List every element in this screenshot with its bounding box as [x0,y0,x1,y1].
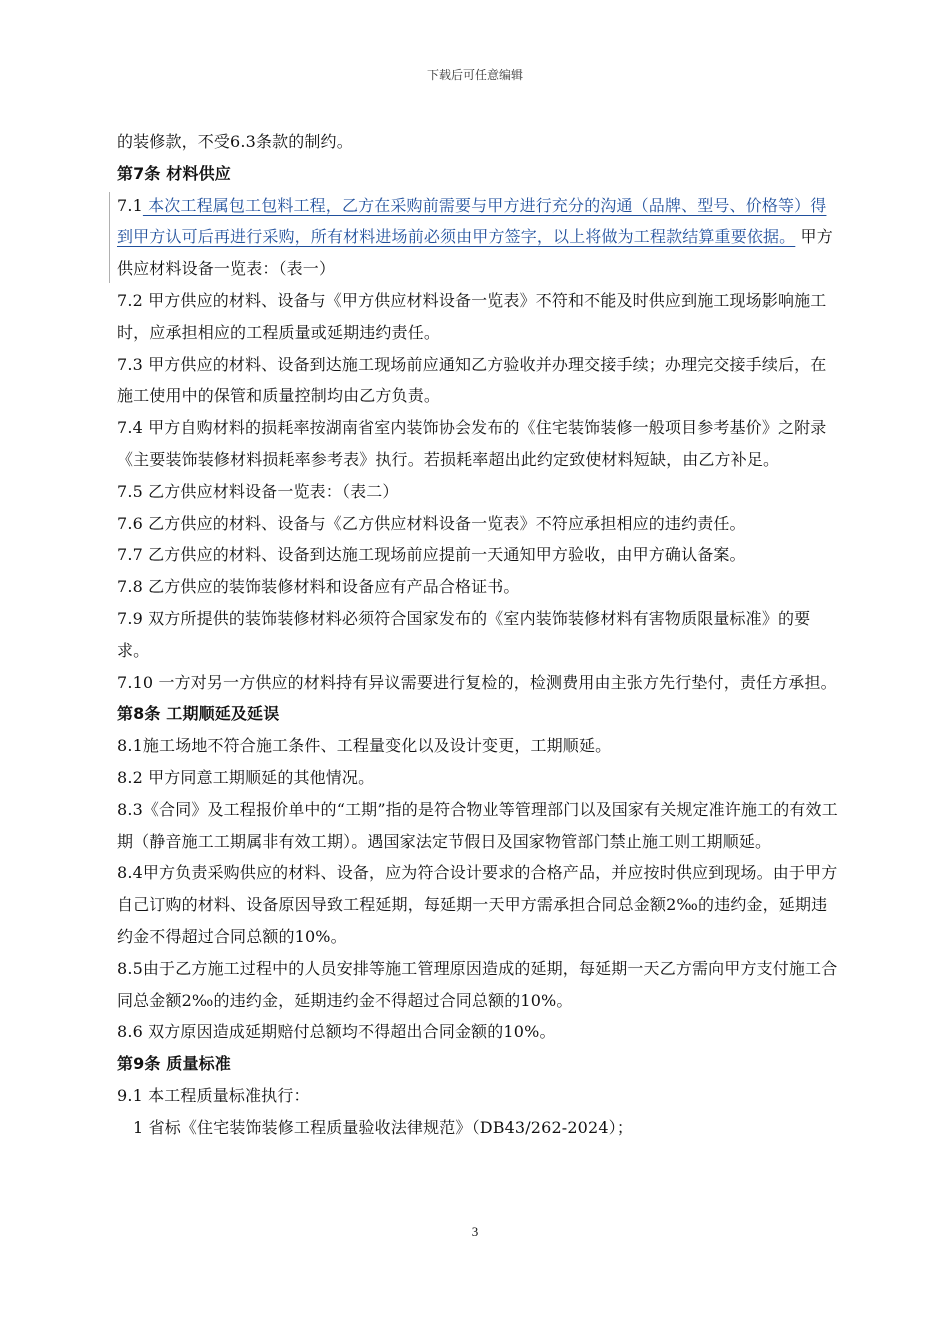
clause-7-1-rest: 甲方供应材料设备一览表：（表一） [117,227,833,279]
clause-7-5: 7.5 乙方供应材料设备一览表：（表二） [117,481,399,501]
clause-7-8: 7.8 乙方供应的装饰装修材料和设备应有产品合格证书。 [117,577,520,597]
clause-7-3: 7.3 甲方供应的材料、设备到达施工现场前应通知乙方验收并办理交接手续；办理完交接手续后，在施工使用中的保管和质量控制均由乙方负责。 [117,354,827,406]
clause-8-2: 8.2 甲方同意工期顺延的其他情况。 [117,767,375,787]
clause-8-6: 8.6 双方原因造成延期赔付总额均不得超出合同金额的10%。 [117,1022,556,1042]
clause-9-1-item-1: 1 省标《住宅装饰装修工程质量验收法律规范》（DB43/262-2024）； [133,1117,633,1137]
section-heading-8: 第8条 工期顺延及延误 [117,704,280,724]
clause-7-7: 7.7 乙方供应的材料、设备到达施工现场前应提前一天通知甲方验收，由甲方确认备案。 [117,545,746,565]
clause-7-1-number: 7.1 [117,195,143,215]
clause-8-3: 8.3《合同》及工程报价单中的“工期”指的是符合物业等管理部门以及国家有关规定准许施工的有效工期（静音施工工期属非有效工期）。遇国家法定节假日及国家物管部门禁止施工则工期顺延。 [117,799,838,851]
clause-7-1 [117,190,839,285]
page-number: 3 [471,1224,479,1239]
section-heading-7: 第7条 材料供应 [117,163,231,183]
clause-7-9: 7.9 双方所提供的装饰装修材料必须符合国家发布的《室内装饰装修材料有害物质限量标准》的要求。 [117,608,811,660]
clause-7-6: 7.6 乙方供应的材料、设备与《乙方供应材料设备一览表》不符应承担相应的违约责任。 [117,513,746,533]
page-header: 下载后可任意编辑 [426,68,523,82]
paragraph-6-3-tail: 的装修款，不受6.3条款的制约。 [117,132,353,151]
clause-7-1-link[interactable]: 本次工程属包工包料工程，乙方在采购前需要与甲方进行充分的沟通（品牌、型号、价格等）得到甲方认可后再进行采购，所有材料进场前必须由甲方签字，以上将做为工程款结算重要依据。 [117,195,827,247]
document-body [117,126,839,1144]
clause-7-2: 7.2 甲方供应的材料、设备与《甲方供应材料设备一览表》不符和不能及时供应到施工现场影响施工时，应承担相应的工程质量或延期违约责任。 [117,290,827,342]
clause-8-4: 8.4甲方负责采购供应的材料、设备，应为符合设计要求的合格产品，并应按时供应到现场。由于甲方自己订购的材料、设备原因导致工程延期，每延期一天甲方需承担合同总金额2‰的违约金，延期违约金不得超过合同总额的10%。 [117,863,838,946]
clause-9-1: 9.1 本工程质量标准执行： [117,1085,310,1105]
clause-8-5: 8.5由于乙方施工过程中的人员安排等施工管理原因造成的延期，每延期一天乙方需向甲方支付施工合同总金额2‰的违约金，延期违约金不得超过合同总额的10%。 [117,958,838,1010]
section-heading-9: 第9条 质量标准 [117,1054,231,1074]
clause-7-10: 7.10 一方对另一方供应的材料持有异议需要进行复检的，检测费用由主张方先行垫付，责任方承担。 [117,672,837,692]
clause-8-1: 8.1施工场地不符合施工条件、工程量变化以及设计变更，工期顺延。 [117,736,612,756]
clause-7-4: 7.4 甲方自购材料的损耗率按湖南省室内装饰协会发布的《住宅装饰装修一般项目参考基价》之附录《主要装饰装修材料损耗率参考表》执行。若损耗率超出此约定致使材料短缺，由乙方补足。 [117,418,827,469]
